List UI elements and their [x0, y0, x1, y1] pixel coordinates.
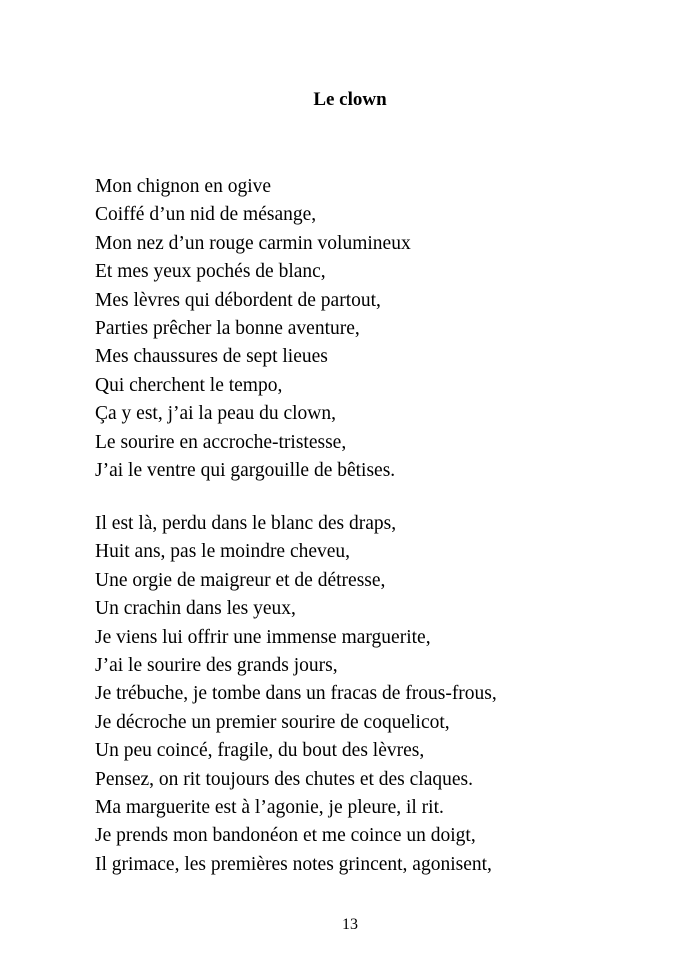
- verse-line: Ma marguerite est à l’agonie, je pleure, il rit.: [95, 797, 444, 819]
- verse-line: Pensez, on rit toujours des chutes et des claques.: [95, 768, 473, 790]
- verse-line: Ça y est, j’ai la peau du clown,: [95, 403, 336, 425]
- verse-line: J’ai le ventre qui gargouille de bêtises.: [95, 460, 396, 482]
- verse-line: Je trébuche, je tombe dans un fracas de frous-frous,: [95, 683, 497, 705]
- stanza: [95, 510, 497, 879]
- verse-line: Mes lèvres qui débordent de partout,: [95, 289, 381, 311]
- verse-line: Qui cherchent le tempo,: [95, 374, 283, 396]
- verse-line: Huit ans, pas le moindre cheveu,: [95, 541, 351, 563]
- verse-line: Mon nez d’un rouge carmin volumineux: [95, 232, 411, 254]
- verse-line: Un crachin dans les yeux,: [95, 598, 296, 620]
- verse-line: Mon chignon en ogive: [95, 176, 272, 197]
- stanza: [95, 173, 411, 485]
- verse-line: Je prends mon bandonéon et me coince un doigt,: [95, 825, 476, 847]
- verse-line: Je décroche un premier sourire de coquelicot,: [95, 711, 450, 733]
- verse-line: Il grimace, les premières notes grincent, agonisent,: [95, 853, 492, 875]
- verse-line: Un peu coincé, fragile, du bout des lèvres,: [95, 740, 425, 762]
- verse-line: Il est là, perdu dans le blanc des draps,: [95, 513, 397, 534]
- verse-line: Mes chaussures de sept lieues: [95, 346, 328, 368]
- verse-line: Le sourire en accroche-tristesse,: [95, 431, 347, 453]
- verse-line: Et mes yeux pochés de blanc,: [95, 261, 326, 283]
- verse-line: Coiffé d’un nid de mésange,: [95, 204, 317, 226]
- page-number: 13: [342, 916, 358, 933]
- verse-line: Parties prêcher la bonne aventure,: [95, 318, 360, 340]
- verse-line: Je viens lui offrir une immense marguerite,: [95, 626, 431, 648]
- poem-title: Le clown: [313, 89, 387, 110]
- verse-line: J’ai le sourire des grands jours,: [95, 655, 338, 677]
- verse-line: Une orgie de maigreur et de détresse,: [95, 569, 386, 591]
